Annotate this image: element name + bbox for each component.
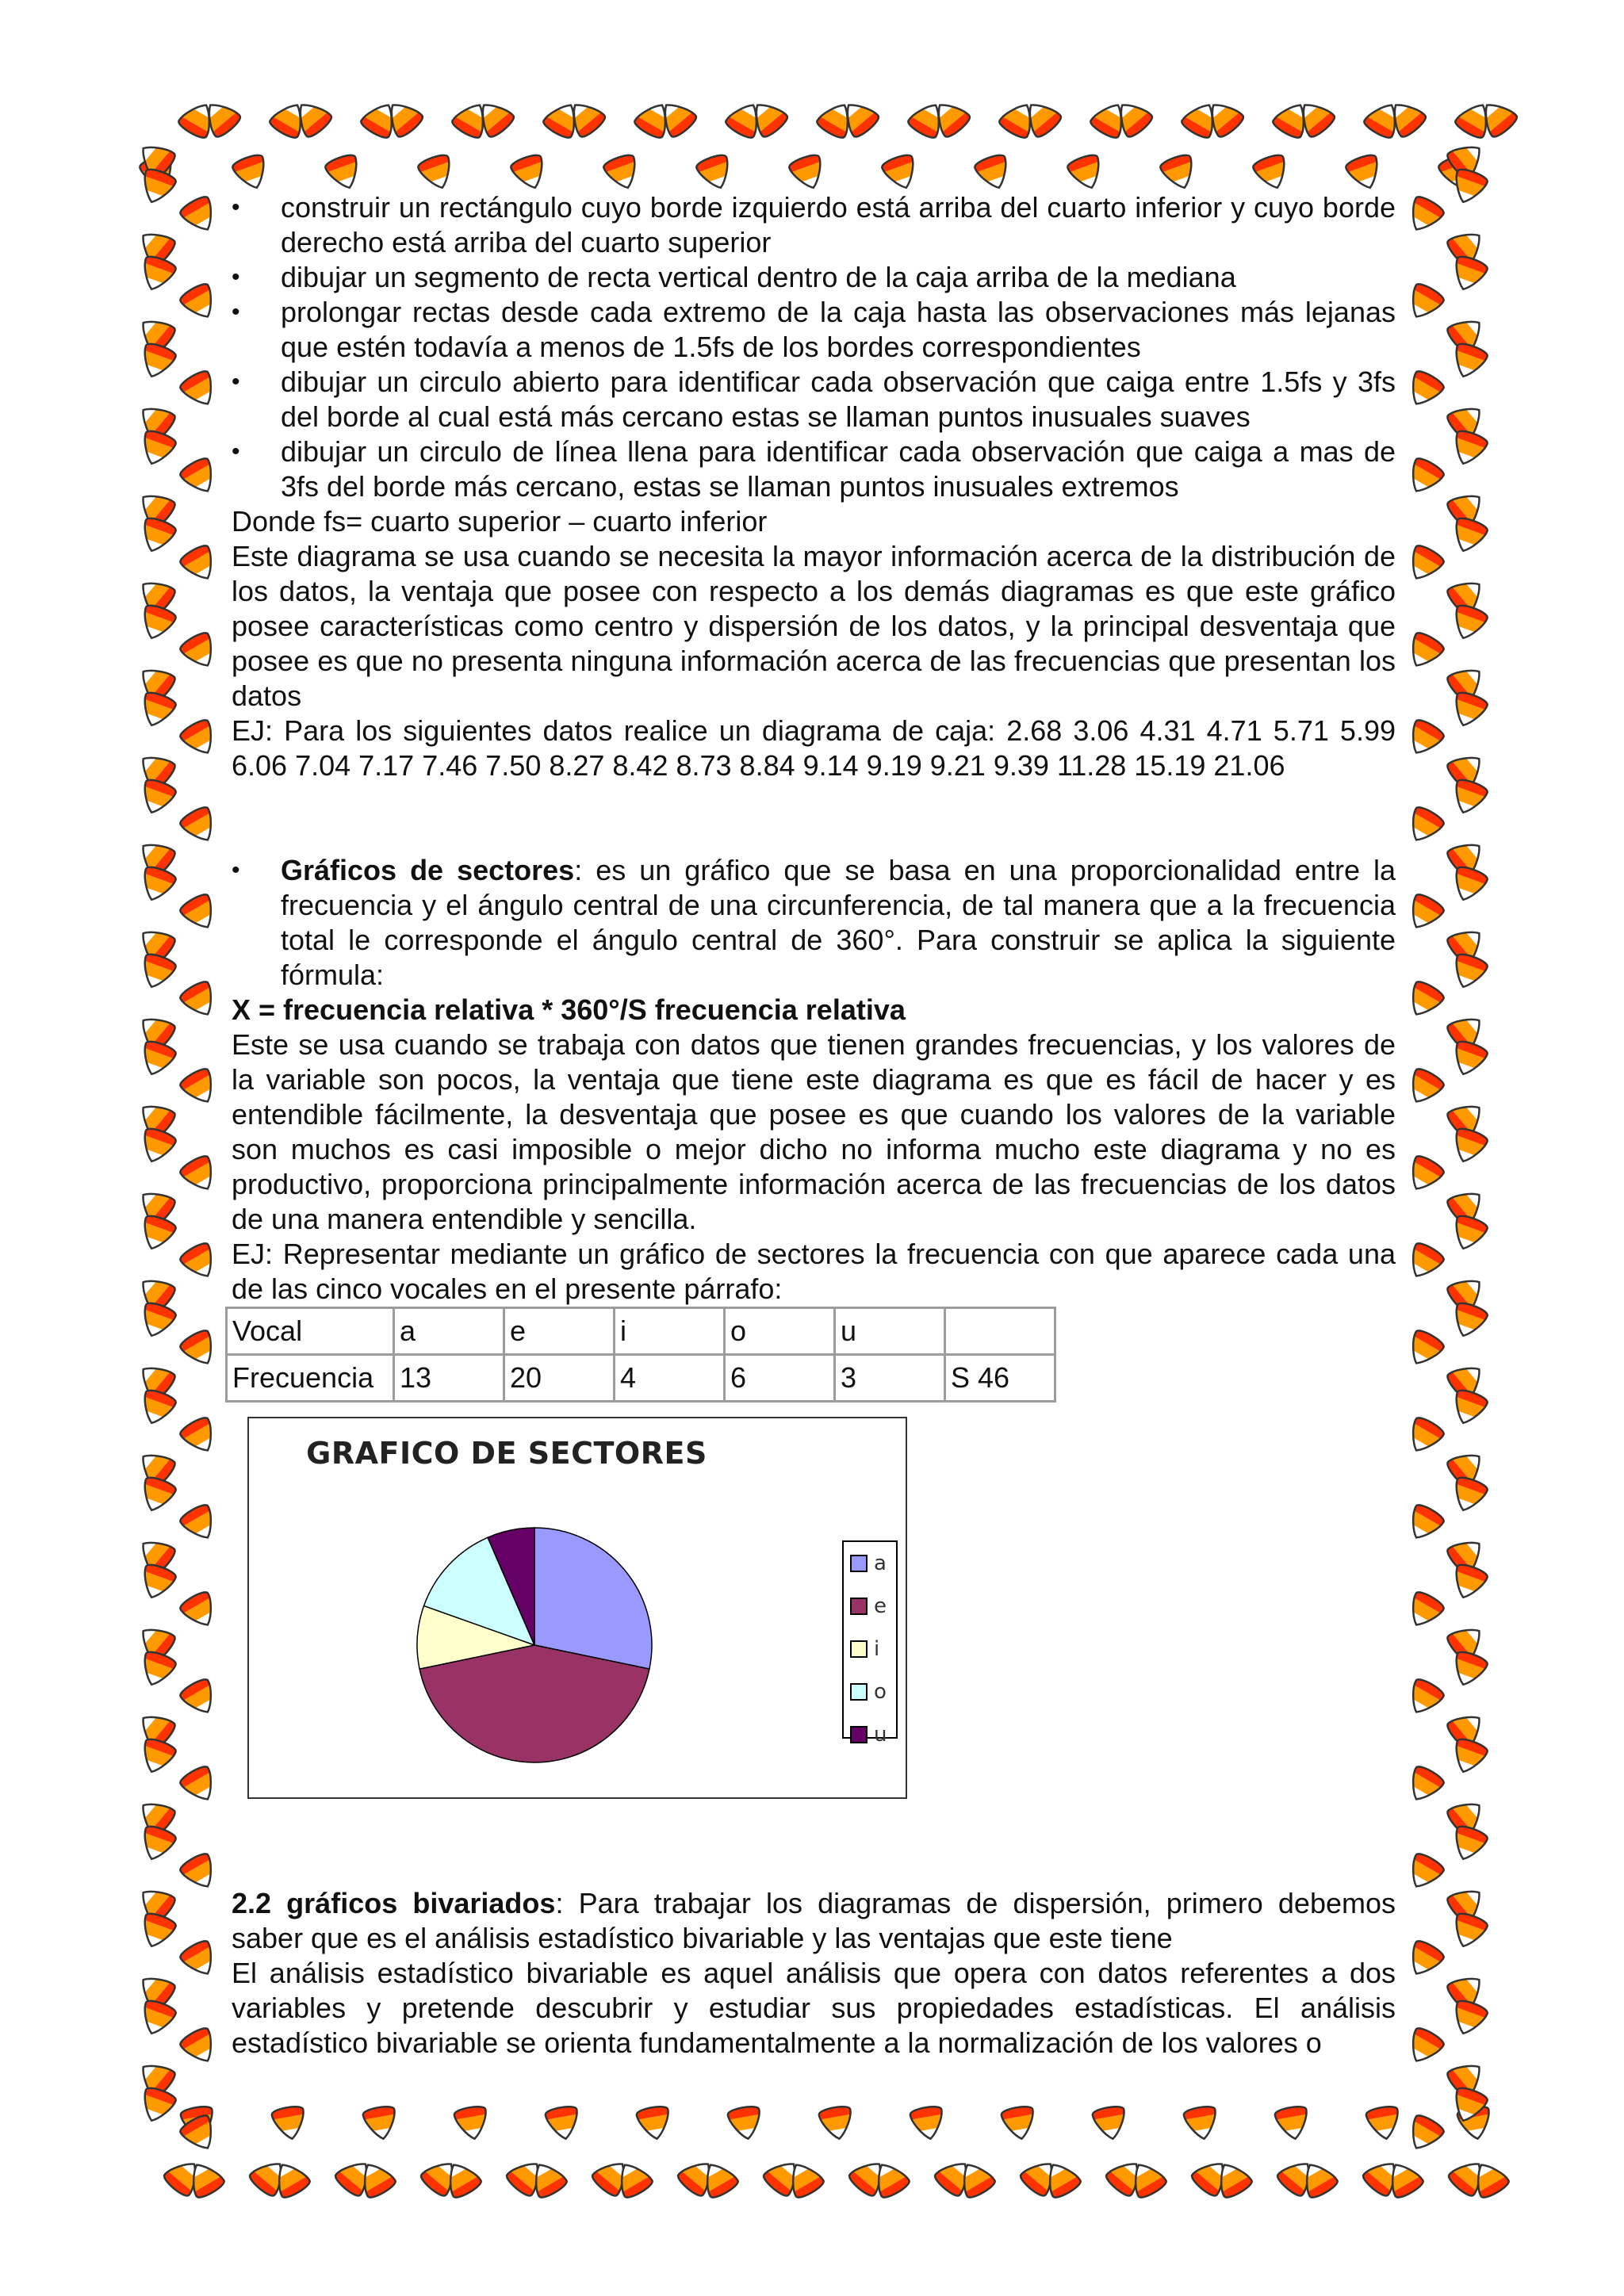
candy-corn-icon: [1400, 277, 1449, 327]
candy-corn-icon: [1400, 2109, 1449, 2158]
candy-corn-icon: [1400, 1847, 1449, 1896]
candy-corn-icon: [175, 539, 224, 588]
candy-corn-icon: [135, 599, 180, 645]
candy-corn-icon: [175, 1586, 224, 1635]
candy-corn-icon: [725, 2102, 765, 2144]
formula: X = frecuencia relativa * 360°/S frecuencia relativa: [232, 993, 906, 1026]
candy-corn-icon: [175, 1062, 224, 1112]
candy-corn-icon: [998, 2102, 1039, 2144]
candy-corn-icon: [414, 149, 459, 195]
candy-corn-icon: [175, 452, 224, 501]
candy-corn-icon: [1446, 1035, 1492, 1081]
legend-label: i: [874, 1637, 880, 1661]
candy-corn-icon: [785, 149, 830, 195]
candy-corn-icon: [1446, 1559, 1492, 1605]
candy-corn-icon: [1400, 1411, 1449, 1460]
candy-corn-icon: [135, 1820, 180, 1866]
candy-corn-icon: [135, 1384, 180, 1430]
candy-corn-icon: [269, 2102, 309, 2144]
candy-corn-icon: [175, 1847, 224, 1896]
legend-swatch: [850, 1555, 868, 1572]
candy-corn-icon: [634, 2102, 674, 2144]
legend-label: o: [874, 1680, 887, 1704]
candy-corn-icon: [135, 1559, 180, 1605]
candy-corn-icon: [1400, 539, 1449, 588]
candy-corn-icon: [135, 2082, 180, 2128]
table-cell: o: [725, 1308, 835, 1355]
table-cell: 13: [394, 1355, 504, 1402]
candy-corn-icon: [1363, 2102, 1404, 2144]
legend-swatch: [850, 1683, 868, 1701]
legend-item-e: [844, 1585, 896, 1628]
candy-corn-icon: [135, 948, 180, 994]
sectores-paragraph: Este se usa cuando se trabaja con datos que tienen grandes frecuencias, y los valores de la variable son pocos, la ventaja que tiene este diagrama es que es fácil de hacer y es entendible fácilmente, la desventaja que posee es que cuando los valores de la variable son muchos es casi imposible o mejor dicho no informa mucho este diagrama y no es productivo, proporciona principalmente información acerca de las frecuencias de los datos de una manera entendible y sencilla.: [232, 1028, 1396, 1235]
candy-corn-icon: [1400, 1062, 1449, 1112]
candy-corn-icon: [1446, 1210, 1492, 1256]
candy-corn-icon: [135, 1471, 180, 1517]
pie-slice-e: [419, 1645, 649, 1762]
candy-corn-icon: [599, 149, 645, 195]
legend-label: a: [874, 1552, 887, 1575]
bivariados-intro: [232, 1886, 1396, 1956]
candy-corn-icon: [228, 149, 274, 195]
candy-corn-icon: [135, 1210, 180, 1256]
legend-item-a: [844, 1542, 896, 1585]
pie-plot: [408, 1518, 661, 1772]
candy-corn-icon: [135, 1297, 180, 1343]
candy-corn-icon: [1249, 149, 1294, 195]
candy-corn-icon: [1400, 1150, 1449, 1199]
pie-chart: [247, 1417, 907, 1799]
chart-title: GRAFICO DE SECTORES: [306, 1436, 707, 1471]
candy-corn-icon: [1181, 2102, 1221, 2144]
candy-corn-icon: [1446, 338, 1492, 384]
candy-corn-icon: [175, 1324, 224, 1373]
candy-corn-icon: [175, 277, 224, 327]
candy-corn-icon: [135, 1995, 180, 2041]
candy-corn-icon: [1400, 888, 1449, 937]
candy-corn-icon: [135, 425, 180, 471]
legend-swatch: [850, 1598, 868, 1615]
candy-corn-icon: [1446, 1297, 1492, 1343]
candy-corn-icon: [542, 2102, 583, 2144]
candy-corn-icon: [507, 149, 552, 195]
candy-corn-icon: [1446, 1733, 1492, 1779]
candy-corn-icon: [175, 1411, 224, 1460]
candy-corn-icon: [175, 1150, 224, 1199]
candy-corn-icon: [1446, 1471, 1492, 1517]
legend-swatch: [850, 1640, 868, 1658]
candy-corn-icon: [175, 1760, 224, 1809]
candy-corn-icon: [135, 687, 180, 733]
candy-corn-icon: [360, 2102, 400, 2144]
legend-item-o: [844, 1670, 896, 1713]
sectores-text: : es un gráfico que se basa en una proporcionalidad entre la frecuencia y el ángulo central de una circunferencia, de tal manera que a la frecuencia total le corresponde el ángulo central de 360°. Para construir se aplica la siguiente fórmula:: [281, 854, 1396, 991]
table-row: [227, 1355, 1055, 1402]
candy-corn-icon: [1400, 1237, 1449, 1286]
candy-corn-icon: [321, 149, 366, 195]
candy-corn-icon: [135, 861, 180, 907]
legend-item-u: [844, 1713, 896, 1756]
candy-corn-icon: [175, 975, 224, 1024]
candy-corn-icon: [175, 365, 224, 414]
list-item: • construir un rectángulo cuyo borde izquierdo está arriba del cuarto inferior y cuyo borde derecho está arriba del cuarto superior: [232, 190, 1396, 260]
candy-corn-icon: [1400, 975, 1449, 1024]
candy-corn-icon: [175, 714, 224, 763]
table-row: [227, 1308, 1055, 1355]
candy-corn-icon: [1446, 1646, 1492, 1692]
candy-corn-icon: [1400, 365, 1449, 414]
candy-corn-icon: [135, 1123, 180, 1169]
table-cell: [945, 1308, 1055, 1355]
candy-corn-icon: [175, 1673, 224, 1722]
candy-corn-icon: [135, 1646, 180, 1692]
list-item: • dibujar un circulo abierto para identificar cada observación que caiga entre 1.5fs y 3fs del borde al cual está más cercano estas se llaman puntos inusuales suaves: [232, 365, 1396, 434]
candy-corn-icon: [907, 2102, 948, 2144]
candy-corn-icon: [1400, 2022, 1449, 2071]
candy-corn-icon: [1446, 1123, 1492, 1169]
legend-label: u: [874, 1723, 887, 1747]
candy-corn-icon: [135, 774, 180, 820]
candy-corn-icon: [1400, 190, 1449, 239]
candy-corn-icon: [1446, 1820, 1492, 1866]
candy-corn-icon: [1272, 2102, 1312, 2144]
candy-corn-icon: [175, 190, 224, 239]
candy-corn-icon: [1342, 149, 1387, 195]
candy-corn-icon: [1400, 801, 1449, 850]
candy-corn-icon: [1446, 687, 1492, 733]
chart-legend: [842, 1540, 898, 1747]
table-cell: 3: [835, 1355, 945, 1402]
candy-corn-icon: [1446, 861, 1492, 907]
table-cell: S 46: [945, 1355, 1055, 1402]
candy-corn-icon: [692, 149, 737, 195]
page-content: [232, 190, 1396, 2061]
pie-slice-a: [534, 1528, 652, 1669]
table-cell: a: [394, 1308, 504, 1355]
list-item: • dibujar un segmento de recta vertical dentro de la caja arriba de la mediana: [232, 260, 1396, 295]
fs-definition: Donde fs= cuarto superior – cuarto inferior: [232, 505, 768, 538]
candy-corn-icon: [971, 149, 1016, 195]
candy-corn-icon: [878, 149, 923, 195]
vowel-frequency-table: [225, 1307, 1056, 1402]
candy-corn-icon: [1063, 149, 1109, 195]
candy-corn-icon: [1446, 512, 1492, 558]
candy-corn-icon: [1446, 948, 1492, 994]
candy-corn-icon: [1400, 1586, 1449, 1635]
table-cell: e: [504, 1308, 615, 1355]
boxplot-steps-list: [232, 190, 1396, 504]
candy-corn-icon: [175, 1237, 224, 1286]
legend-label: e: [874, 1594, 887, 1618]
table-cell: 6: [725, 1355, 835, 1402]
candy-corn-icon: [175, 1934, 224, 1984]
candy-corn-icon: [1446, 1995, 1492, 2041]
table-cell: Vocal: [227, 1308, 394, 1355]
bivariados-paragraph: El análisis estadístico bivariable es aquel análisis que opera con datos referentes a dos variables y pretende descubrir y estudiar sus propiedades estadísticas. El análisis estadístico bivariable se orienta fundamentalmente a la normalización de los valores o: [232, 1957, 1396, 2059]
candy-corn-icon: [1400, 1324, 1449, 1373]
candy-corn-icon: [1446, 425, 1492, 471]
list-item: • dibujar un circulo de línea llena para identificar cada observación que caiga a mas de 3fs del borde más cercano, estas se llaman puntos inusuales extremos: [232, 434, 1396, 504]
bivariados-heading: 2.2 gráficos bivariados: [232, 1887, 556, 1919]
legend-swatch: [850, 1726, 868, 1743]
table-cell: 20: [504, 1355, 615, 1402]
candy-corn-icon: [1446, 1908, 1492, 1954]
candy-corn-icon: [1400, 1760, 1449, 1809]
candy-corn-icon: [135, 251, 180, 297]
candy-corn-icon: [135, 1733, 180, 1779]
candy-corn-icon: [451, 2102, 492, 2144]
candy-corn-icon: [1400, 1498, 1449, 1548]
boxplot-example: EJ: Para los siguientes datos realice un diagrama de caja: 2.68 3.06 4.31 4.71 5.71 5.99 6.06 7.04 7.17 7.46 7.50 8.27 8.42 8.73 8.84 9.14 9.19 9.21 9.39 11.28 15.19 21.06: [232, 714, 1396, 782]
candy-corn-icon: [175, 801, 224, 850]
candy-corn-icon: [175, 1498, 224, 1548]
candy-corn-icon: [1400, 714, 1449, 763]
sectores-example: EJ: Representar mediante un gráfico de sectores la frecuencia con que aparece cada una de las cinco vocales en el presente párrafo:: [232, 1238, 1396, 1305]
candy-corn-icon: [1400, 452, 1449, 501]
table-cell: u: [835, 1308, 945, 1355]
list-item: [232, 853, 1396, 993]
candy-corn-icon: [1446, 774, 1492, 820]
candy-corn-icon: [816, 2102, 856, 2144]
table-cell: i: [615, 1308, 725, 1355]
list-item: • prolongar rectas desde cada extremo de la caja hasta las observaciones más lejanas que estén todavía a menos de 1.5fs de los bordes correspondientes: [232, 295, 1396, 365]
candy-corn-icon: [1400, 1934, 1449, 1984]
candy-corn-icon: [135, 338, 180, 384]
candy-corn-icon: [1400, 626, 1449, 675]
candy-corn-icon: [1446, 1384, 1492, 1430]
candy-corn-icon: [1156, 149, 1201, 195]
bivariados-text: : Para trabajar los diagramas de dispersión, primero debemos saber que es el análisis estadístico bivariable y las ventajas que este tiene: [232, 1887, 1396, 1954]
candy-corn-icon: [135, 1035, 180, 1081]
candy-corn-icon: [175, 626, 224, 675]
candy-corn-icon: [1090, 2102, 1130, 2144]
candy-corn-icon: [175, 888, 224, 937]
candy-corn-icon: [135, 1908, 180, 1954]
boxplot-paragraph: Este diagrama se usa cuando se necesita la mayor información acerca de la distribución de los datos, la ventaja que posee con respecto a los demás diagramas es que este gráfico posee características como centro y dispersión de los datos, y la principal desventaja que posee es que no presenta ninguna información acerca de las frecuencias que presentan los datos: [232, 540, 1396, 712]
candy-corn-icon: [175, 2022, 224, 2071]
candy-corn-icon: [1446, 251, 1492, 297]
table-cell: 4: [615, 1355, 725, 1402]
sectores-list: [232, 853, 1396, 993]
candy-corn-icon: [1400, 1673, 1449, 1722]
candy-corn-icon: [1446, 599, 1492, 645]
sectores-heading: Gráficos de sectores: [281, 854, 575, 886]
candy-corn-icon: [135, 512, 180, 558]
table-cell: Frecuencia: [227, 1355, 394, 1402]
legend-item-i: [844, 1628, 896, 1670]
